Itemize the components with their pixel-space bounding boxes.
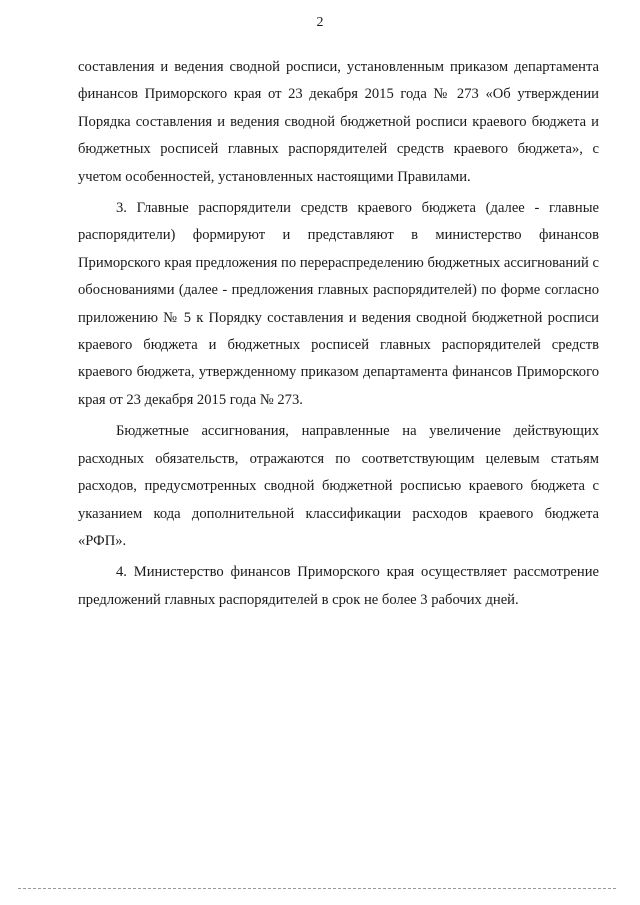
document-body <box>78 54 599 618</box>
bottom-divider <box>18 888 616 889</box>
paragraph-item-4: 4. Министерство финансов Приморского края осуществляет рассмотрение предложений главных распорядителей в срок не более 3 рабочих дней. <box>78 564 599 608</box>
paragraph-continuation: составления и ведения сводной росписи, установленным приказом департамента финансов Приморского края от 23 декабря 2015 года № 273 «Об утверждении Порядка составления и ведения сводной бюджетной росписи краевого бюджета и бюджетных росписей главных распорядителей средств краевого бюджета», с учетом особенностей, установленных настоящими Правилами. <box>78 59 599 185</box>
paragraph-budget-allocations: Бюджетные ассигнования, направленные на увеличение действующих расходных обязательств, отражаются по соответствующим целевым статьям расходов, предусмотренных сводной бюджетной росписью краевого бюджета с указанием кода дополнительной классификации расходов краевого бюджета «РФП». <box>78 423 599 549</box>
page-number: 2 <box>316 15 324 30</box>
paragraph-item-3: 3. Главные распорядители средств краевого бюджета (далее - главные распорядители) формируют и представляют в министерство финансов Приморского края предложения по перераспределению бюджетных ассигнований с обоснованиями (далее - предложения главных распорядителей) по форме согласно приложению № 5 к Порядку составления и ведения сводной бюджетной росписи краевого бюджета и бюджетных росписей главных распорядителей средств краевого бюджета, утвержденному приказом департамента финансов Приморского края от 23 декабря 2015 года № 273. <box>78 200 599 408</box>
